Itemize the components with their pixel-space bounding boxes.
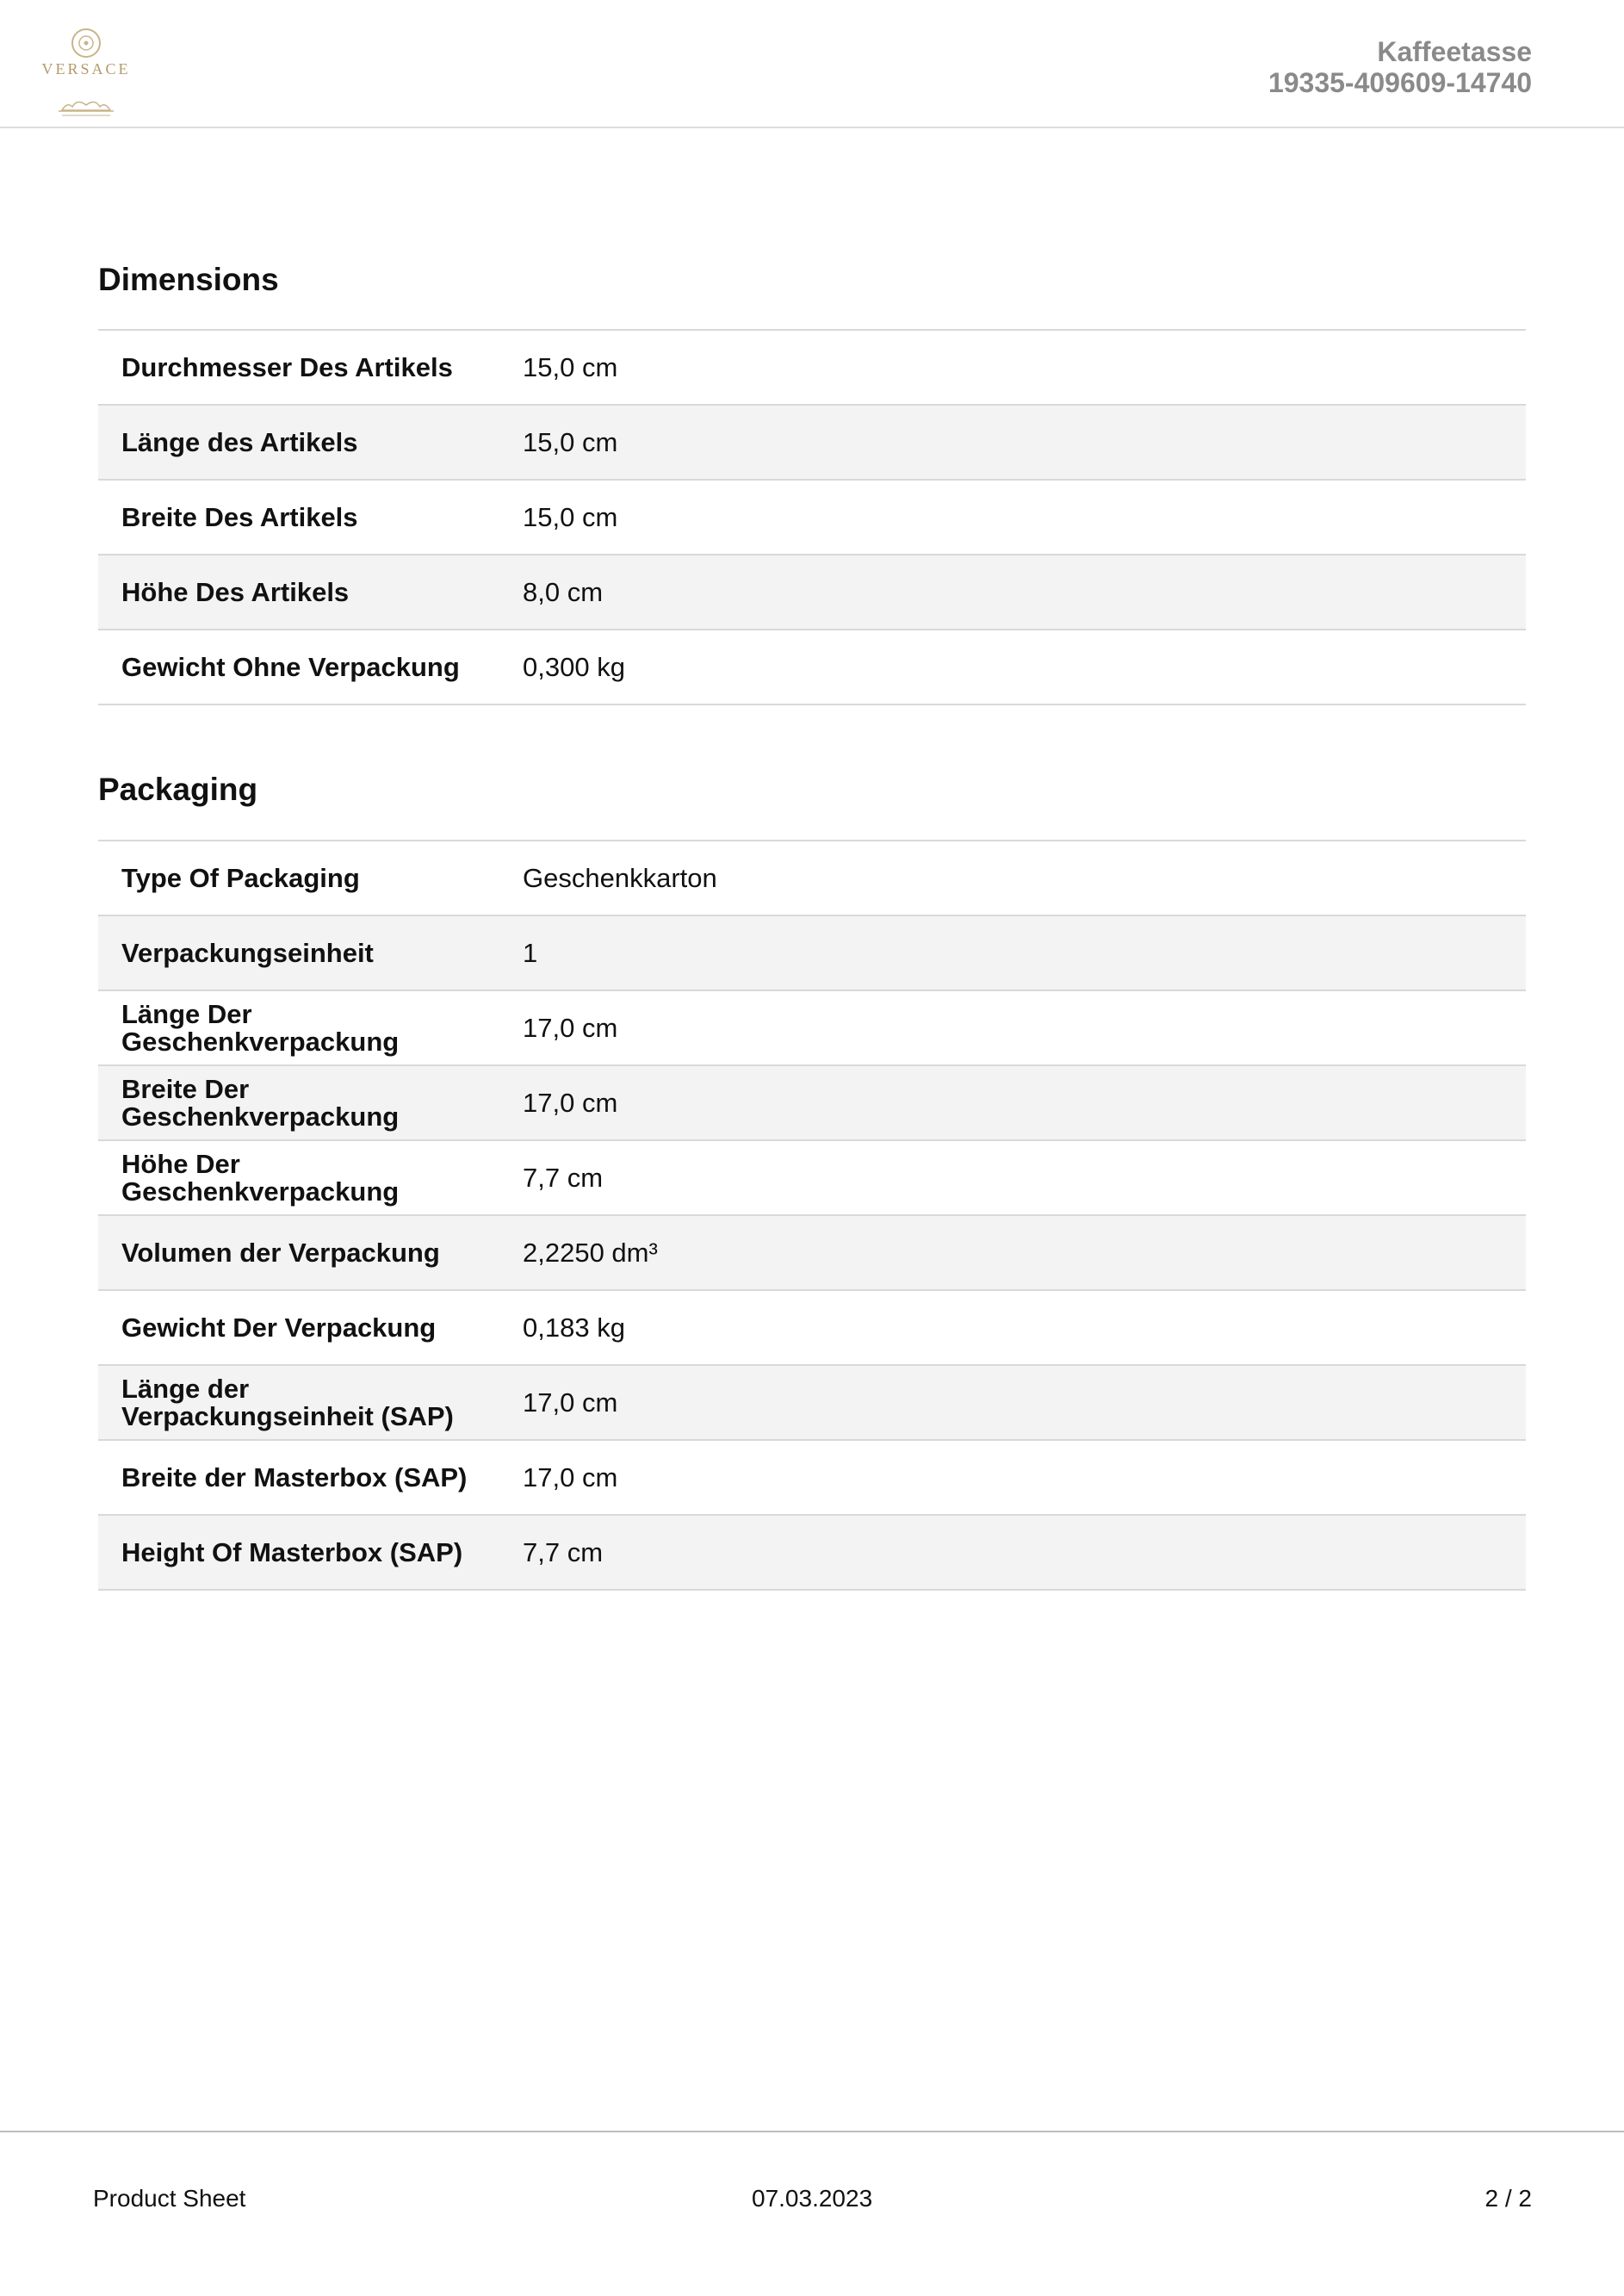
row-label: Type Of Packaging <box>98 841 502 915</box>
row-label: Volumen der Verpackung <box>98 1215 502 1290</box>
row-label: Breite Des Artikels <box>98 480 502 555</box>
table-row <box>98 1365 1526 1440</box>
page-header <box>0 0 1624 128</box>
table-row <box>98 1440 1526 1515</box>
table-row <box>98 1290 1526 1365</box>
table-row <box>98 1515 1526 1590</box>
page-footer <box>0 2131 1624 2296</box>
row-label: Länge des Artikels <box>98 405 502 480</box>
row-value: 7,7 cm <box>502 1140 1526 1215</box>
table-row <box>98 1215 1526 1290</box>
row-value: 15,0 cm <box>502 330 1526 405</box>
row-value: 17,0 cm <box>502 1440 1526 1515</box>
row-label: Durchmesser Des Artikels <box>98 330 502 405</box>
row-value: 1 <box>502 915 1526 990</box>
row-label: Gewicht Der Verpackung <box>98 1290 502 1365</box>
row-value: 15,0 cm <box>502 405 1526 480</box>
row-label: Gewicht Ohne Verpackung <box>98 630 502 704</box>
row-value: 17,0 cm <box>502 1365 1526 1440</box>
table-row <box>98 990 1526 1065</box>
row-label: Höhe Der Geschenkverpackung <box>98 1140 502 1215</box>
logo-wordmark: VERSACE <box>41 60 131 78</box>
row-value: 0,183 kg <box>502 1290 1526 1365</box>
row-value: 0,300 kg <box>502 630 1526 704</box>
dimensions-table <box>98 329 1526 705</box>
packaging-table <box>98 840 1526 1591</box>
table-row <box>98 1065 1526 1140</box>
row-value: 15,0 cm <box>502 480 1526 555</box>
row-label: Länge Der Geschenkverpackung <box>98 990 502 1065</box>
footer-page-number: 2 / 2 <box>1485 2185 1532 2212</box>
row-value: 17,0 cm <box>502 990 1526 1065</box>
footer-document-type: Product Sheet <box>93 2185 246 2212</box>
table-row <box>98 480 1526 555</box>
row-value: 2,2250 dm³ <box>502 1215 1526 1290</box>
document-identity <box>1268 36 1532 98</box>
table-row <box>98 915 1526 990</box>
row-label: Breite der Masterbox (SAP) <box>98 1440 502 1515</box>
row-value: Geschenkkarton <box>502 841 1526 915</box>
row-label: Verpackungseinheit <box>98 915 502 990</box>
table-row <box>98 330 1526 405</box>
versace-rosenthal-logo <box>36 26 136 117</box>
row-label: Height Of Masterbox (SAP) <box>98 1515 502 1590</box>
row-label: Breite Der Geschenkverpackung <box>98 1065 502 1140</box>
table-row <box>98 1140 1526 1215</box>
row-value: 7,7 cm <box>502 1515 1526 1590</box>
section-title-dimensions: Dimensions <box>98 262 279 297</box>
footer-date: 07.03.2023 <box>752 2185 873 2212</box>
product-title: Kaffeetasse <box>1377 36 1532 67</box>
section-title-packaging: Packaging <box>98 772 258 807</box>
table-row <box>98 555 1526 630</box>
article-number: 19335-409609-14740 <box>1268 67 1532 98</box>
table-row <box>98 630 1526 704</box>
table-row <box>98 841 1526 915</box>
row-value: 17,0 cm <box>502 1065 1526 1140</box>
row-value: 8,0 cm <box>502 555 1526 630</box>
table-row <box>98 405 1526 480</box>
row-label: Länge der Verpackungseinheit (SAP) <box>98 1365 502 1440</box>
row-label: Höhe Des Artikels <box>98 555 502 630</box>
